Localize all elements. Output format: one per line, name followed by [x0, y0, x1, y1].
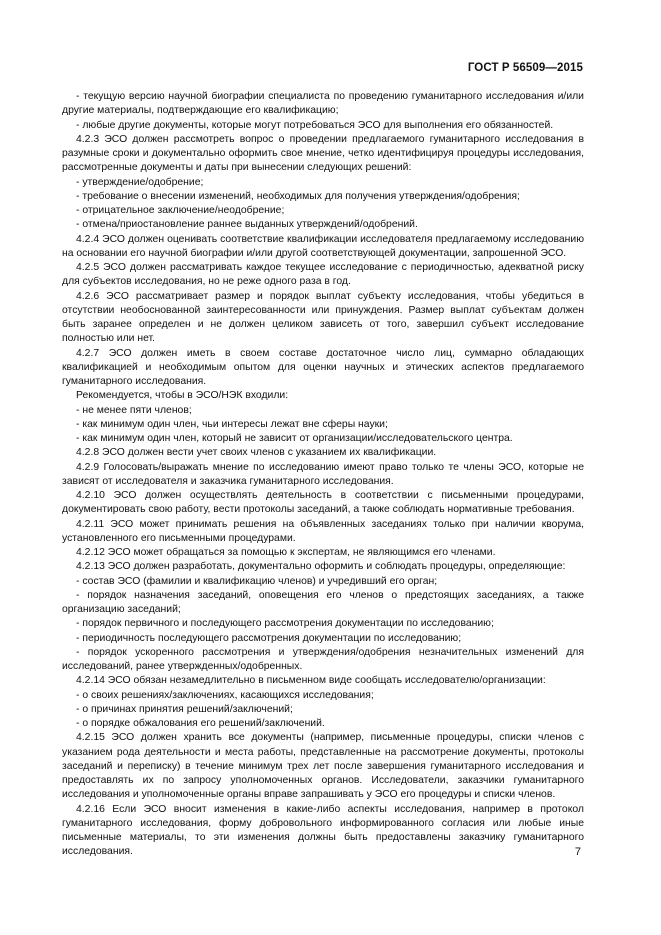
- paragraph: - периодичность последующего рассмотрения документации по исследованию;: [76, 632, 462, 644]
- paragraph: 4.2.10 ЭСО должен осуществлять деятельность в соответствии с письменными процедурами, документировать свою работу, вести протоколы заседаний, а также соблюдать нормативные требования.: [62, 490, 584, 516]
- paragraph: 4.2.9 Голосовать/выражать мнение по исследованию имеют право только те члены ЭСО, которые не зависят от исследователя и заказчика гуманитарного исследования.: [62, 461, 584, 487]
- paragraph: - порядок ускоренного рассмотрения и утверждения/одобрения незначительных изменений для исследований, ранее утвержденных/одобренных.: [62, 646, 584, 672]
- paragraph: - о своих решениях/заключениях, касающихся исследования;: [76, 689, 374, 701]
- paragraph: - отмена/приостановление раннее выданных утверждений/одобрений.: [76, 219, 418, 231]
- paragraph: 4.2.8 ЭСО должен вести учет своих членов с указанием их квалификации.: [76, 447, 437, 459]
- paragraph: 4.2.14 ЭСО обязан незамедлительно в письменном виде сообщать исследователю/организации:: [76, 675, 546, 687]
- paragraph: - любые другие документы, которые могут потребоваться ЭСО для выполнения его обязанностей.: [76, 119, 554, 131]
- page-number: 7: [574, 846, 581, 858]
- standard-header: ГОСТ Р 56509—2015: [467, 62, 583, 74]
- paragraph: - не менее пяти членов;: [76, 404, 192, 416]
- paragraph: - как минимум один член, который не зависит от организации/исследовательского центра.: [76, 433, 513, 444]
- paragraph: - текущую версию научной биографии специалиста по проведению гуманитарного исследования и/или другие материалы, подтверждающие его квалификацию;: [62, 91, 584, 117]
- paragraph: - требование о внесении изменений, необходимых для получения утверждения/одобрения;: [76, 190, 520, 202]
- paragraph: - состав ЭСО (фамилии и квалификацию членов) и учредивший его орган;: [76, 575, 438, 587]
- paragraph: - утверждение/одобрение;: [76, 176, 204, 188]
- paragraph: 4.2.12 ЭСО может обращаться за помощью к экспертам, не являющимся его членами.: [76, 547, 496, 558]
- paragraph: - отрицательное заключение/неодобрение;: [76, 205, 285, 216]
- paragraph: 4.2.15 ЭСО должен хранить все документы (например, письменные процедуры, списки членов с указанием рода деятельности и места работы, представленные на рассмотрение документы, протоколы заседаний и переписку) в течение минимум трех лет после завершения гуманитарного исследования и предоставлять их по запросу уполномоченных органов. Исследователи, заказчики гуманитарного исследования и уполномоченные органы вправе запрашивать у ЭСО его процедуры и списки членов.: [62, 732, 584, 801]
- paragraph: 4.2.4 ЭСО должен оценивать соответствие квалификации исследователя предлагаемому исследованию на основании его научной биографии и/или другой соответствующей документации, запрошенной ЭСО.: [62, 233, 584, 259]
- paragraph: - о порядке обжалования его решений/заключений.: [76, 718, 325, 729]
- paragraph: 4.2.13 ЭСО должен разработать, документально оформить и соблюдать процедуры, определяющие:: [76, 561, 566, 573]
- paragraph: - порядок назначения заседаний, оповещения его членов о предстоящих заседаниях, а также организацию заседаний;: [62, 589, 584, 615]
- paragraph: 4.2.3 ЭСО должен рассмотреть вопрос о проведении предлагаемого гуманитарного исследования в разумные сроки и документально оформить свое мнение, четко идентифицируя процедуры исследования, рассмотренные документы и даты при вынесении следующих решений:: [62, 133, 584, 174]
- paragraph: 4.2.6 ЭСО рассматривает размер и порядок выплат субъекту исследования, чтобы убедиться в отсутствии необоснованной заинтересованности или принуждения. Размер выплат субъектам должен быть заранее определен и не должен целиком зависеть от того, завершил субъект исследование полностью или нет.: [62, 290, 584, 345]
- paragraph: 4.2.16 Если ЭСО вносит изменения в какие-либо аспекты исследования, например в протокол гуманитарного исследования, форму добровольного информированного согласия или любые иные письменные материалы, то эти изменения должны быть предоставлены заказчику гуманитарного исследования.: [62, 803, 584, 858]
- paragraph: - о причинах принятия решений/заключений;: [76, 703, 293, 715]
- paragraph: 4.2.11 ЭСО может принимать решения на объявленных заседаниях только при наличии кворума, установленного его письменными процедурами.: [62, 518, 584, 544]
- paragraph: 4.2.7 ЭСО должен иметь в своем составе достаточное число лиц, суммарно обладающих квалификацией и необходимым опытом для оценки научных и этических аспектов предлагаемого гуманитарного исследования.: [62, 347, 584, 387]
- document-body: [62, 90, 584, 860]
- paragraph: - порядок первичного и последующего рассмотрения документации по исследованию;: [76, 618, 494, 630]
- paragraph: 4.2.5 ЭСО должен рассматривать каждое текущее исследование с периодичностью, адекватной риску для субъектов исследования, но не реже одного раза в год.: [62, 262, 584, 288]
- paragraph: Рекомендуется, чтобы в ЭСО/НЭК входили:: [76, 390, 289, 402]
- paragraph: - как минимум один член, чьи интересы лежат вне сферы науки;: [76, 418, 388, 430]
